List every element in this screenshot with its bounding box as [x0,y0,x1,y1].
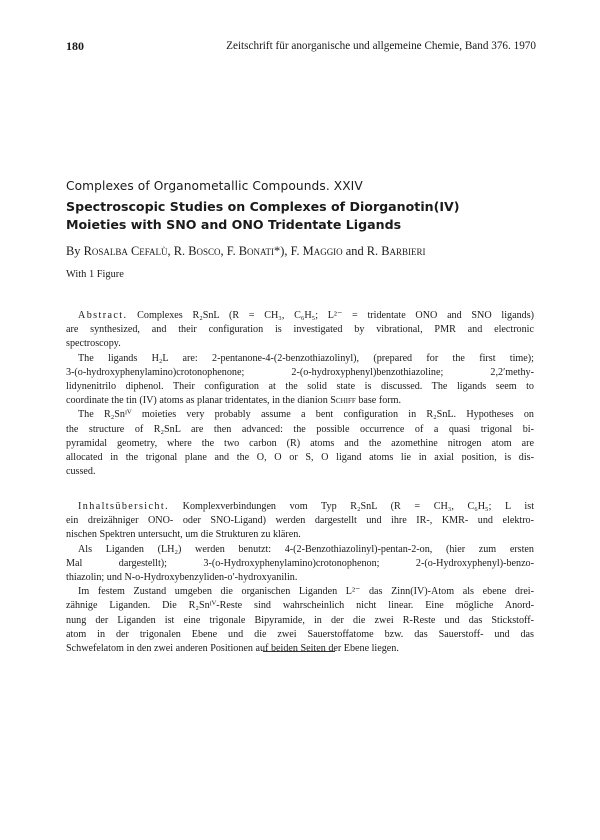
figure-note: With 1 Figure [66,269,124,280]
author-name: F. Maggio [290,244,343,258]
abstract-line: Schwefelatom in den zwei anderen Positionen auf beiden Seiten der Ebene liegen. [66,643,399,655]
article-title [66,198,546,233]
abstract-line: The ligands H₂L are: 2-pentanone-4-(2-benzothiazolinyl), (prepared for the first time); [78,352,534,364]
abstract-line: zähnige Liganden. Die R₂Snᴵⱽ-Reste sind wahrscheinlich nicht linear. Eine mögliche Anord- [66,600,534,612]
abstract-line [66,394,534,408]
authors-by: By [66,244,81,258]
abstract-english [66,309,534,479]
abstract-line: ein dreizähniger ONO- oder SNO-Ligand) werden dargestellt und ihre IR-, KMR- und elektro- [66,515,534,527]
abstract-line: atom in der trigonalen Ebene und die zwei Sauerstoffatome bzw. das Sauerstoff- und das [66,628,534,640]
abstract-line: are synthesized, and their configuration is investigated by vibrational, PMR and electronic [66,324,534,336]
article-title-line-1: Spectroscopic Studies on Complexes of Diorganotin(IV) [66,199,460,214]
journal-citation: Zeitschrift für anorganische und allgemeine Chemie, Band 376. 1970 [226,40,536,52]
abstract-text: base form. [358,395,402,407]
abstract-line: cussed. [66,466,96,478]
article-title-line-2: Moieties with SNO and ONO Tridentate Ligands [66,216,402,232]
abstract-text: coordinate the tin (IV) atoms as planar tridentates, in the dianion [66,395,328,407]
abstract-line: Als Liganden (LH₂) werden benutzt: 4-(2-Benzothiazolinyl)-pentan-2-on, (hier zum ersten [78,543,534,555]
abstract-line: nung der Liganden ist eine trigonale Bipyramide, in der die zwei R-Reste und das Stickstoff- [66,614,534,626]
abstract-line: The R₂Snᴵⱽ moieties very probably assume a bent configuration in R₂SnL. Hypotheses on [78,409,534,421]
page-number: 180 [66,39,84,53]
author-name: R. Bosco [173,244,221,258]
abstract-line: the structure of R₂SnL are then advanced: the possible occurrence of a quasi trigonal bi- [66,423,534,435]
abstract-text: Komplexverbindungen vom Typ R₂SnL (R = CH₃, C₆H₅; L ist [182,501,534,512]
abstract-line [66,500,534,514]
author-name: F. Bonati*) [226,244,285,258]
author-name: Rosalba Cefalù [83,244,168,258]
section-end-rule [263,651,335,652]
abstract-line: Im festem Zustand umgeben die organischen Liganden L²⁻ das Zinn(IV)-Atom als ebene drei- [78,586,534,598]
abstract-line: 3-(o-hydroxyphenylamino)crotonophenone; 2-(o-hydroxyphenyl)benzothiazoline; 2,2′methy- [66,366,534,378]
abstract-line: thiazolin; und N-o-Hydroxybenzyliden-o′-hydroxyanilin. [66,572,298,584]
series-title: Complexes of Organometallic Compounds. XXIV [66,179,363,193]
abstract-line: lidynenitrilo diphenol. Their configuration at the solid state is discussed. The ligands seem to [66,381,534,393]
abstract-line: spectroscopy. [66,338,121,350]
abstract-label: Inhaltsübersicht. [78,501,170,512]
abstract-label: Abstract. [78,310,128,321]
abstract-line [66,309,534,323]
running-header [66,38,536,54]
schiff-name: Schiff [330,395,356,407]
abstract-german [66,500,534,656]
abstract-text: Complexes R₂SnL (R = CH₃, C₆H₅; L²⁻ = tridentate ONO and SNO ligands) [137,310,534,321]
abstract-line: nischen Spektren untersucht, um die Strukturen zu klären. [66,529,301,541]
abstract-line: allocated in the trigonal plane and the O, O or S, O ligand atoms lie in axial position, is dis- [66,452,534,464]
author-line: By Rosalba Cefalù, R. Bosco, F. Bonati*), F. Maggio and R. Barbieri [66,244,426,258]
author-name: R. Barbieri [366,244,426,258]
authors-and: and [345,244,364,258]
abstract-line: pyramidal geometry, where the two carbon (R) atoms and the azomethine nitrogen atom are [66,437,534,449]
abstract-line: Mal dargestellt); 3-(o-Hydroxyphenylamino)crotonophenon; 2-(o-Hydroxyphenyl)-benzo- [66,557,534,569]
